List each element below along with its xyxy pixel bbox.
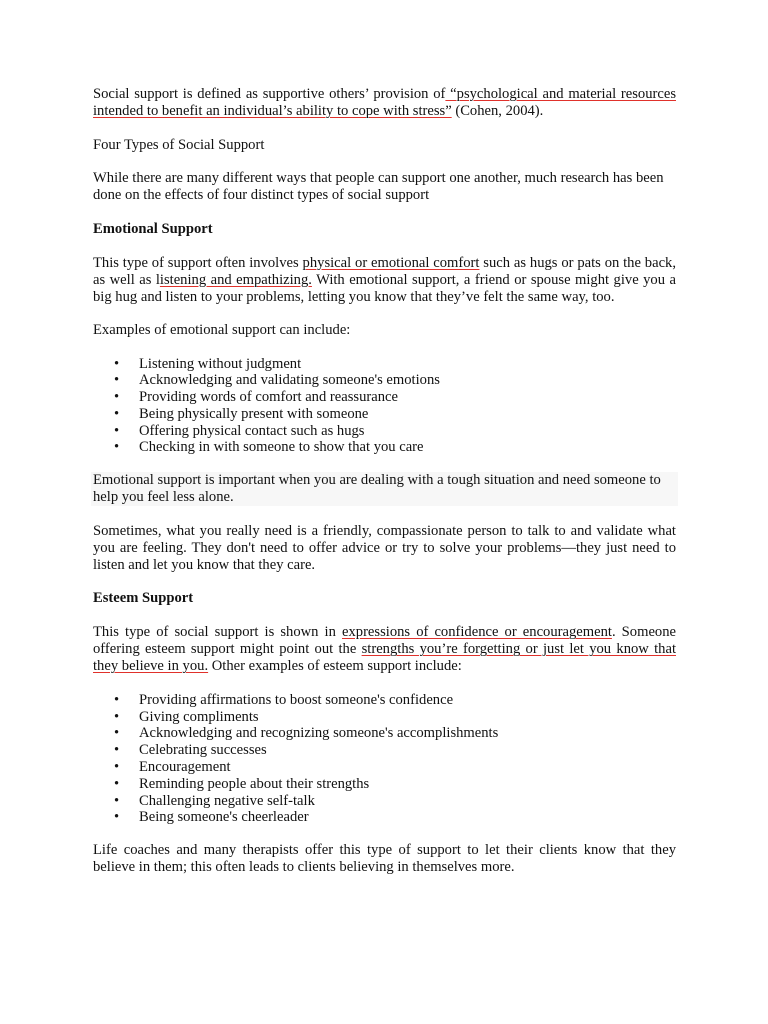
bullet-icon: •	[114, 792, 120, 809]
emotional-underline-2: istening and empathizing.	[159, 271, 312, 288]
bullet-icon: •	[114, 389, 120, 406]
bullet-icon: •	[114, 372, 120, 389]
esteem-underline-2: strengths you’re forgetting or just let you know that they believe in you.	[93, 641, 676, 675]
emotional-paragraph-3: Sometimes, what you really need is a friendly, compassionate person to talk to and validate what you are feeling. They don't need to offer advice or try to solve your problems—they just need to listen and let you know that they care.	[93, 522, 676, 573]
emotional-paragraph-2: Emotional support is important when you are dealing with a tough situation and need someone to help you feel less alone.	[91, 472, 678, 506]
list-item: • Providing words of comfort and reassurance	[114, 389, 398, 406]
list-item: • Offering physical contact such as hugs	[114, 422, 365, 439]
list-item: • Challenging negative self-talk	[114, 792, 315, 809]
list-item: • Giving compliments	[114, 708, 259, 725]
bullet-icon: •	[114, 725, 120, 742]
cohen-quote: “psychological and material resources intended to benefit an individual’s ability to cope with stress”	[93, 86, 676, 119]
emotional-paragraph-1: This type of support often involves physical or emotional comfort such as hugs or pats on the back, as well as listening and empathizing. With emotional support, a friend or spouse might give you a big hug and listen to your problems, letting you know that they’ve felt the same way, too.	[93, 254, 677, 305]
bullet-icon: •	[114, 775, 120, 792]
emotional-support-heading: Emotional Support	[93, 220, 213, 237]
bullet-icon: •	[114, 439, 120, 456]
bullet-icon: •	[114, 691, 120, 708]
list-item: • Acknowledging and recognizing someone's accomplishments	[114, 725, 499, 742]
bullet-icon: •	[114, 809, 120, 826]
esteem-paragraph-1: This type of social support is shown in expressions of confidence or encouragement. Someone offering esteem support might point out the strengths you’re forgetting or just let you know that they believe in you. Other examples of esteem support include:	[93, 624, 676, 675]
list-item: • Celebrating successes	[114, 742, 267, 759]
list-item: • Encouragement	[114, 758, 231, 775]
bullet-icon: •	[114, 742, 120, 759]
emotional-underline-1: physical or emotional comfort	[302, 254, 480, 271]
bullet-icon: •	[114, 708, 120, 725]
esteem-underline-1: expressions of confidence or encouragement	[342, 624, 612, 641]
list-item: • Listening without judgment	[114, 355, 302, 372]
list-item: • Acknowledging and validating someone's emotions	[114, 372, 440, 389]
list-item: • Providing affirmations to boost someone's confidence	[114, 691, 454, 708]
types-heading: Four Types of Social Support	[93, 136, 265, 153]
document-page	[93, 86, 676, 893]
types-intro: While there are many different ways that people can support one another, much research has been done on the effects of four distinct types of social support	[93, 170, 664, 203]
list-item: • Being physically present with someone	[114, 405, 369, 422]
esteem-support-list	[93, 692, 676, 826]
bullet-icon: •	[114, 405, 120, 422]
esteem-paragraph-2: Life coaches and many therapists offer this type of support to let their clients know that they believe in them; this often leads to clients believing in themselves more.	[93, 842, 676, 876]
emotional-examples-intro: Examples of emotional support can include:	[93, 322, 351, 338]
esteem-support-heading: Esteem Support	[93, 590, 194, 607]
emotional-support-list	[93, 356, 676, 457]
list-item: • Reminding people about their strengths	[114, 775, 370, 792]
list-item: • Being someone's cheerleader	[114, 809, 309, 826]
bullet-icon: •	[114, 355, 120, 372]
intro-paragraph: Social support is defined as supportive others’ provision of “psychological and material resources intended to benefit an individual’s ability to cope with stress” (Cohen, 2004).	[93, 86, 676, 119]
bullet-icon: •	[114, 758, 120, 775]
bullet-icon: •	[114, 422, 120, 439]
list-item: • Checking in with someone to show that you care	[114, 439, 424, 456]
